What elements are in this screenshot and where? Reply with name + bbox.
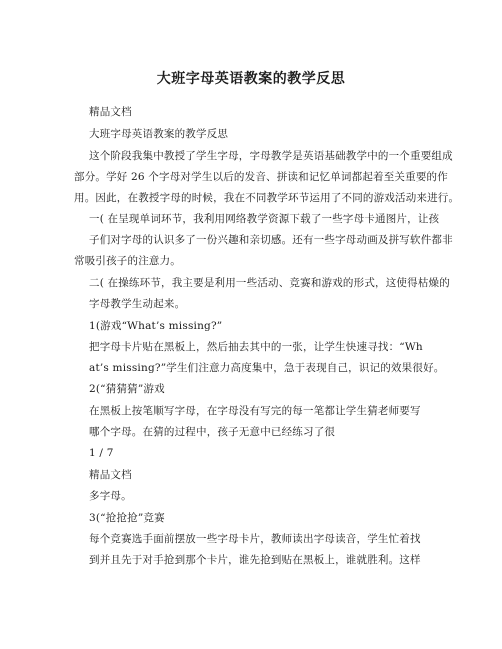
paragraph-line: 多字母。 [89, 490, 132, 502]
paragraph-line: 哪个字母。在猜的过程中，孩子无意中已经练习了很 [89, 426, 336, 438]
list-item-heading: 1(游戏“What’s missing?” [89, 320, 223, 332]
paragraph-line: at’s missing?”学生们注意力高度集中，急于表现自己，识记的效果很好。 [89, 362, 445, 374]
subtitle: 大班字母英语教案的教学反思 [89, 128, 229, 140]
list-item-heading: 3(“抢抢抢”竞赛 [89, 512, 165, 524]
paragraph-line: 部分。学好 26 个字母对学生以后的发音、拼读和记忆单词都起着至关重要的作 [74, 171, 448, 183]
paragraph-line: 字母教学生动起来。 [89, 298, 186, 310]
paragraph-line: 子们对字母的认识多了一份兴趣和亲切感。还有一些字母动画及拼写软件都非 [89, 234, 453, 246]
paragraph-line: 每个竞赛选手面前摆放一些字母卡片，教师读出字母读音，学生忙着找 [89, 533, 421, 545]
paragraph-line: 在黑板上按笔顺写字母，在字母没有写完的每一笔都让学生猜老师要写 [89, 405, 421, 417]
document-title: 大班字母英语教案的教学反思 [156, 71, 346, 87]
paragraph-line: 把字母卡片贴在黑板上，然后抽去其中的一张，让学生快速寻找：“Wh [89, 341, 423, 353]
paragraph-line: 这个阶段我集中教授了学生字母，字母教学是英语基础教学中的一个重要组成 [89, 150, 453, 162]
list-item-heading: 2(“猜猜猜”游戏 [89, 383, 165, 395]
paragraph-line: 一( 在呈现单词环节，我利用网络教学资源下载了一些字母卡通图片，让孩 [89, 213, 440, 225]
page-number: 1 / 7 [89, 447, 114, 459]
paragraph-line: 常吸引孩子的注意力。 [74, 255, 181, 267]
paragraph-line: 用。因此，在教授字母的时候，我在不同教学环节运用了不同的游戏活动来进行。 [74, 192, 460, 204]
paragraph-line: 二( 在操练环节，我主要是利用一些活动、竞赛和游戏的形式，这使得枯燥的 [89, 277, 450, 289]
header-label: 精品文档 [89, 106, 132, 118]
header-label: 精品文档 [89, 469, 132, 481]
paragraph-line: 到并且先于对手抢到那个卡片，谁先抢到贴在黑板上，谁就胜利。这样 [89, 554, 421, 566]
